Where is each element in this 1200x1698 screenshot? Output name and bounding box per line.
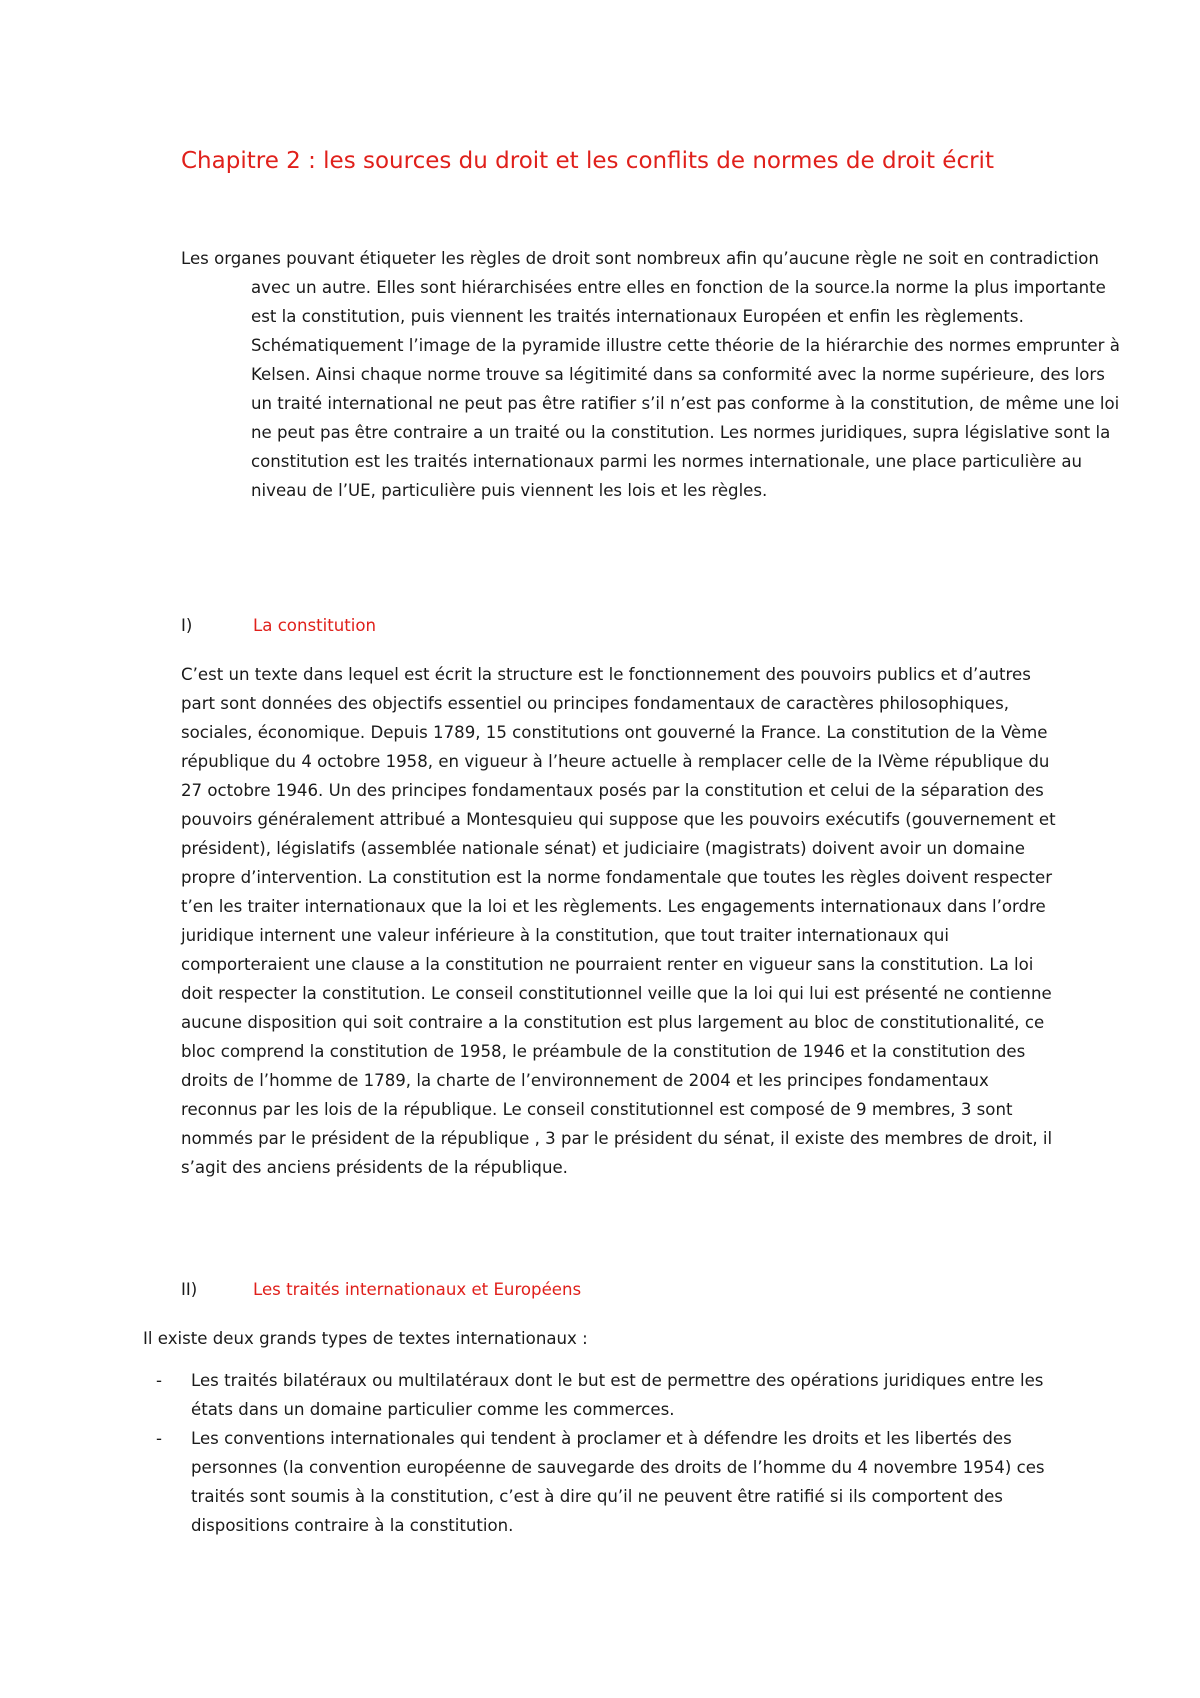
section-1-body: C’est un texte dans lequel est écrit la structure est le fonctionnement des pouvoirs publics et d’autres part sont données des objectifs essentiel ou principes fondamentaux de caractères philosophiques, sociales, économique. Depuis 1789, 15 constitutions ont gouverné la France. La constitution de la Vème république du 4 octobre 1958, en vigueur à l’heure actuelle à remplacer celle de la IVème république du 27 octobre 1946. Un des principes fondamentaux posés par la constitution et celui de la séparation des pouvoirs généralement attribué a Montesquieu qui suppose que les pouvoirs exécutifs (gouvernement et président), législatifs (assemblée nationale sénat) et judiciaire (magistrats) doivent avoir un domaine propre d’intervention. La constitution est la norme fondamentale que toutes les règles doivent respecter t’en les traiter internationaux que la loi et les règlements. Les engagements internationaux dans l’ordre juridique internent une valeur inférieure à la constitution, que tout traiter internationaux qui comporteraient une clause a la constitution ne pourraient renter en vigueur sans la constitution. La loi doit respecter la constitution. Le conseil constitutionnel veille que la loi qui lui est présenté ne contienne aucune disposition qui soit contraire a la constitution est plus largement au bloc de constitutionalité, ce bloc comprend la constitution de 1958, le préambule de la constitution de 1946 et la constitution des droits de l’homme de 1789, la charte de l’environnement de 2004 et les principes fondamentaux reconnus par les lois de la république. Le conseil constitutionnel est composé de 9 membres, 3 sont nommés par le président de la république , 3 par le président du sénat, il existe des membres de droit, il s’agit des anciens présidents de la république. [181, 665, 1056, 1177]
bullet-text: Les traités bilatéraux ou multilatéraux dont le but est de permettre des opérations juridiques entre les états dans un domaine particulier comme les commerces. [191, 1371, 1044, 1419]
bullet-dash: - [156, 1371, 162, 1390]
list-item [143, 1424, 1063, 1540]
section-2-number: II) [181, 1280, 198, 1299]
section-2-bullet-list [143, 1366, 1063, 1540]
section-1-title: La constitution [253, 616, 377, 635]
section-2-lead: Il existe deux grands types de textes internationaux : [143, 1329, 588, 1348]
section-2-title: Les traités internationaux et Européens [253, 1280, 582, 1299]
chapter-title: Chapitre 2 : les sources du droit et les conflits de normes de droit écrit [181, 148, 994, 174]
intro-paragraph: Les organes pouvant étiqueter les règles de droit sont nombreux afin qu’aucune règle ne soit en contradiction avec un autre. Elles sont hiérarchisées entre elles en fonction de la source.la norme la plus importante est la constitution, puis viennent les traités internationaux Européen et enfin les règlements. Schématiquement l’image de la pyramide illustre cette théorie de la hiérarchie des normes emprunter à Kelsen. Ainsi chaque norme trouve sa légitimité dans sa conformité avec la norme supérieure, des lors un traité international ne peut pas être ratifier s’il n’est pas conforme à la constitution, de même une loi ne peut pas être contraire a un traité ou la constitution. Les normes juridiques, supra législative sont la constitution est les traités internationaux parmi les normes internationale, une place particulière au niveau de l’UE, particulière puis viennent les lois et les règles. [181, 249, 1120, 500]
bullet-text: Les conventions internationales qui tendent à proclamer et à défendre les droits et les libertés des personnes (la convention européenne de sauvegarde des droits de l’homme du 4 novembre 1954) ces traités sont soumis à la constitution, c’est à dire qu’il ne peuvent être ratifié si ils comportent des dispositions contraire à la constitution. [191, 1429, 1045, 1535]
section-1-number: I) [181, 616, 193, 635]
section-1-heading [181, 611, 376, 640]
list-item [143, 1366, 1063, 1424]
section-2-heading [181, 1275, 581, 1304]
bullet-dash: - [156, 1429, 162, 1448]
